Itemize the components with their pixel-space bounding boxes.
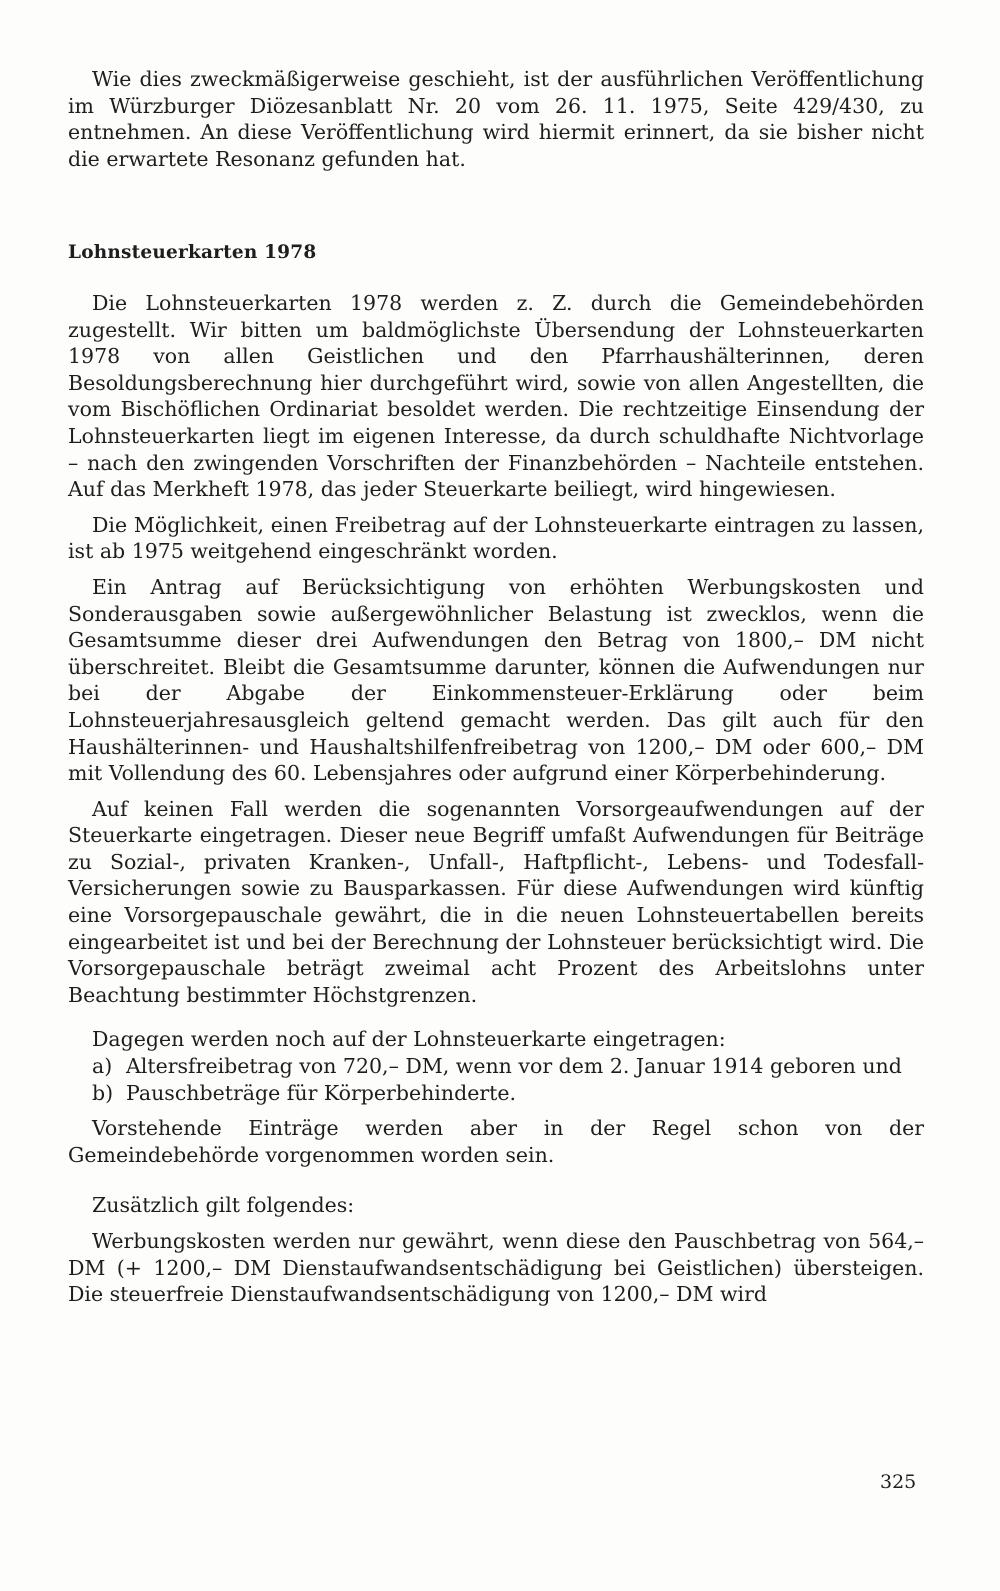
- paragraph-vorsorge: Auf keinen Fall werden die sogenannten Vorsorgeaufwendungen auf der Steuerkarte eingetragen. Dieser neue Begriff umfaßt Aufwendungen für Beiträge zu Sozial-, privaten Kranken-, Unfall-, Haftpflicht-, Lebens- und Todesfall-Versicherungen sowie zu Bausparkassen. Für diese Aufwendungen wird künftig eine Vorsorgepauschale gewährt, die in die neuen Lohnsteuertabellen bereits eingearbeitet ist und bei der Berechnung der Lohnsteuer berücksichtigt wird. Die Vorsorgepauschale beträgt zweimal acht Prozent des Arbeitslohns unter Beachtung bestimmter Höchstgrenzen.: [68, 796, 924, 1007]
- paragraph-antrag: Ein Antrag auf Berücksichtigung von erhöhten Werbungskosten und Sonderausgaben sowie außergewöhnlicher Belastung ist zwecklos, wenn die Gesamtsumme dieser drei Aufwendungen den Betrag von 1800,– DM nicht überschreitet. Bleibt die Gesamtsumme darunter, können die Aufwendungen nur bei der Abgabe der Einkommensteuer-Erklärung oder beim Lohnsteuerjahresausgleich geltend gemacht werden. Das gilt auch für den Haushälterinnen- und Haushaltshilfenfreibetrag von 1200,– DM oder 600,– DM mit Vollendung des 60. Lebensjahres oder aufgrund einer Körperbehinderung.: [68, 574, 924, 786]
- list-label-a: a): [92, 1054, 113, 1079]
- intro-block: [68, 66, 924, 172]
- intro-paragraph: Wie dies zweckmäßigerweise geschieht, ist der ausführlichen Veröffentlichung im Würzburger Diözesanblatt Nr. 20 vom 26. 11. 1975, Seite 429/430, zu entnehmen. An diese Veröffentlichung wird hiermit erinnert, da sie bisher nicht die erwartete Resonanz gefunden hat.: [68, 67, 924, 171]
- section-body: [68, 290, 924, 1308]
- page-number: 325: [880, 1471, 917, 1493]
- section-heading: Lohnsteuerkarten 1978: [68, 242, 317, 263]
- list-text-b: Pauschbeträge für Körperbehinderte.: [126, 1080, 517, 1105]
- list-label-b: b): [92, 1080, 114, 1105]
- list-text-a: Altersfreibetrag von 720,– DM, wenn vor dem 2. Januar 1914 geboren und: [126, 1054, 902, 1079]
- paragraph-werbungskosten: Werbungskosten werden nur gewährt, wenn diese den Pauschbetrag von 564,– DM (+ 1200,– DM Dienstaufwandsentschädigung bei Geistlichen) übersteigen. Die steuerfreie Dienstaufwandsentschädigung von 1200,– DM wird: [68, 1229, 924, 1307]
- paragraph-freibetrag: Die Möglichkeit, einen Freibetrag auf der Lohnsteuerkarte eintragen zu lassen, ist ab 1975 weitgehend eingeschränkt worden.: [68, 512, 924, 564]
- paragraph-zusaetzlich: Zusätzlich gilt folgendes:: [92, 1193, 355, 1218]
- paragraph-submission: Die Lohnsteuerkarten 1978 werden z. Z. durch die Gemeindebehörden zugestellt. Wir bitten um baldmöglichste Übersendung der Lohnsteuerkarten 1978 von allen Geistlichen und den Pfarrhaushälterinnen, deren Besoldungsberechnung hier durchgeführt wird, sowie von allen Angestellten, die vom Bischöflichen Ordinariat besoldet werden. Die rechtzeitige Einsendung der Lohnsteuerkarten liegt im eigenen Interesse, da durch schuldhafte Nichtvorlage – nach den zwingenden Vorschriften der Finanzbehörden – Nachteile entstehen. Auf das Merkheft 1978, das jeder Steuerkarte beiliegt, wird hingewiesen.: [68, 291, 924, 502]
- list-item-a: [68, 1053, 924, 1080]
- list-item-b: [68, 1080, 924, 1107]
- paragraph-dagegen: Dagegen werden noch auf der Lohnsteuerkarte eingetragen:: [92, 1027, 726, 1052]
- paragraph-vorstehende: Vorstehende Einträge werden aber in der Regel schon von der Gemeindebehörde vorgenommen worden sein.: [68, 1116, 924, 1167]
